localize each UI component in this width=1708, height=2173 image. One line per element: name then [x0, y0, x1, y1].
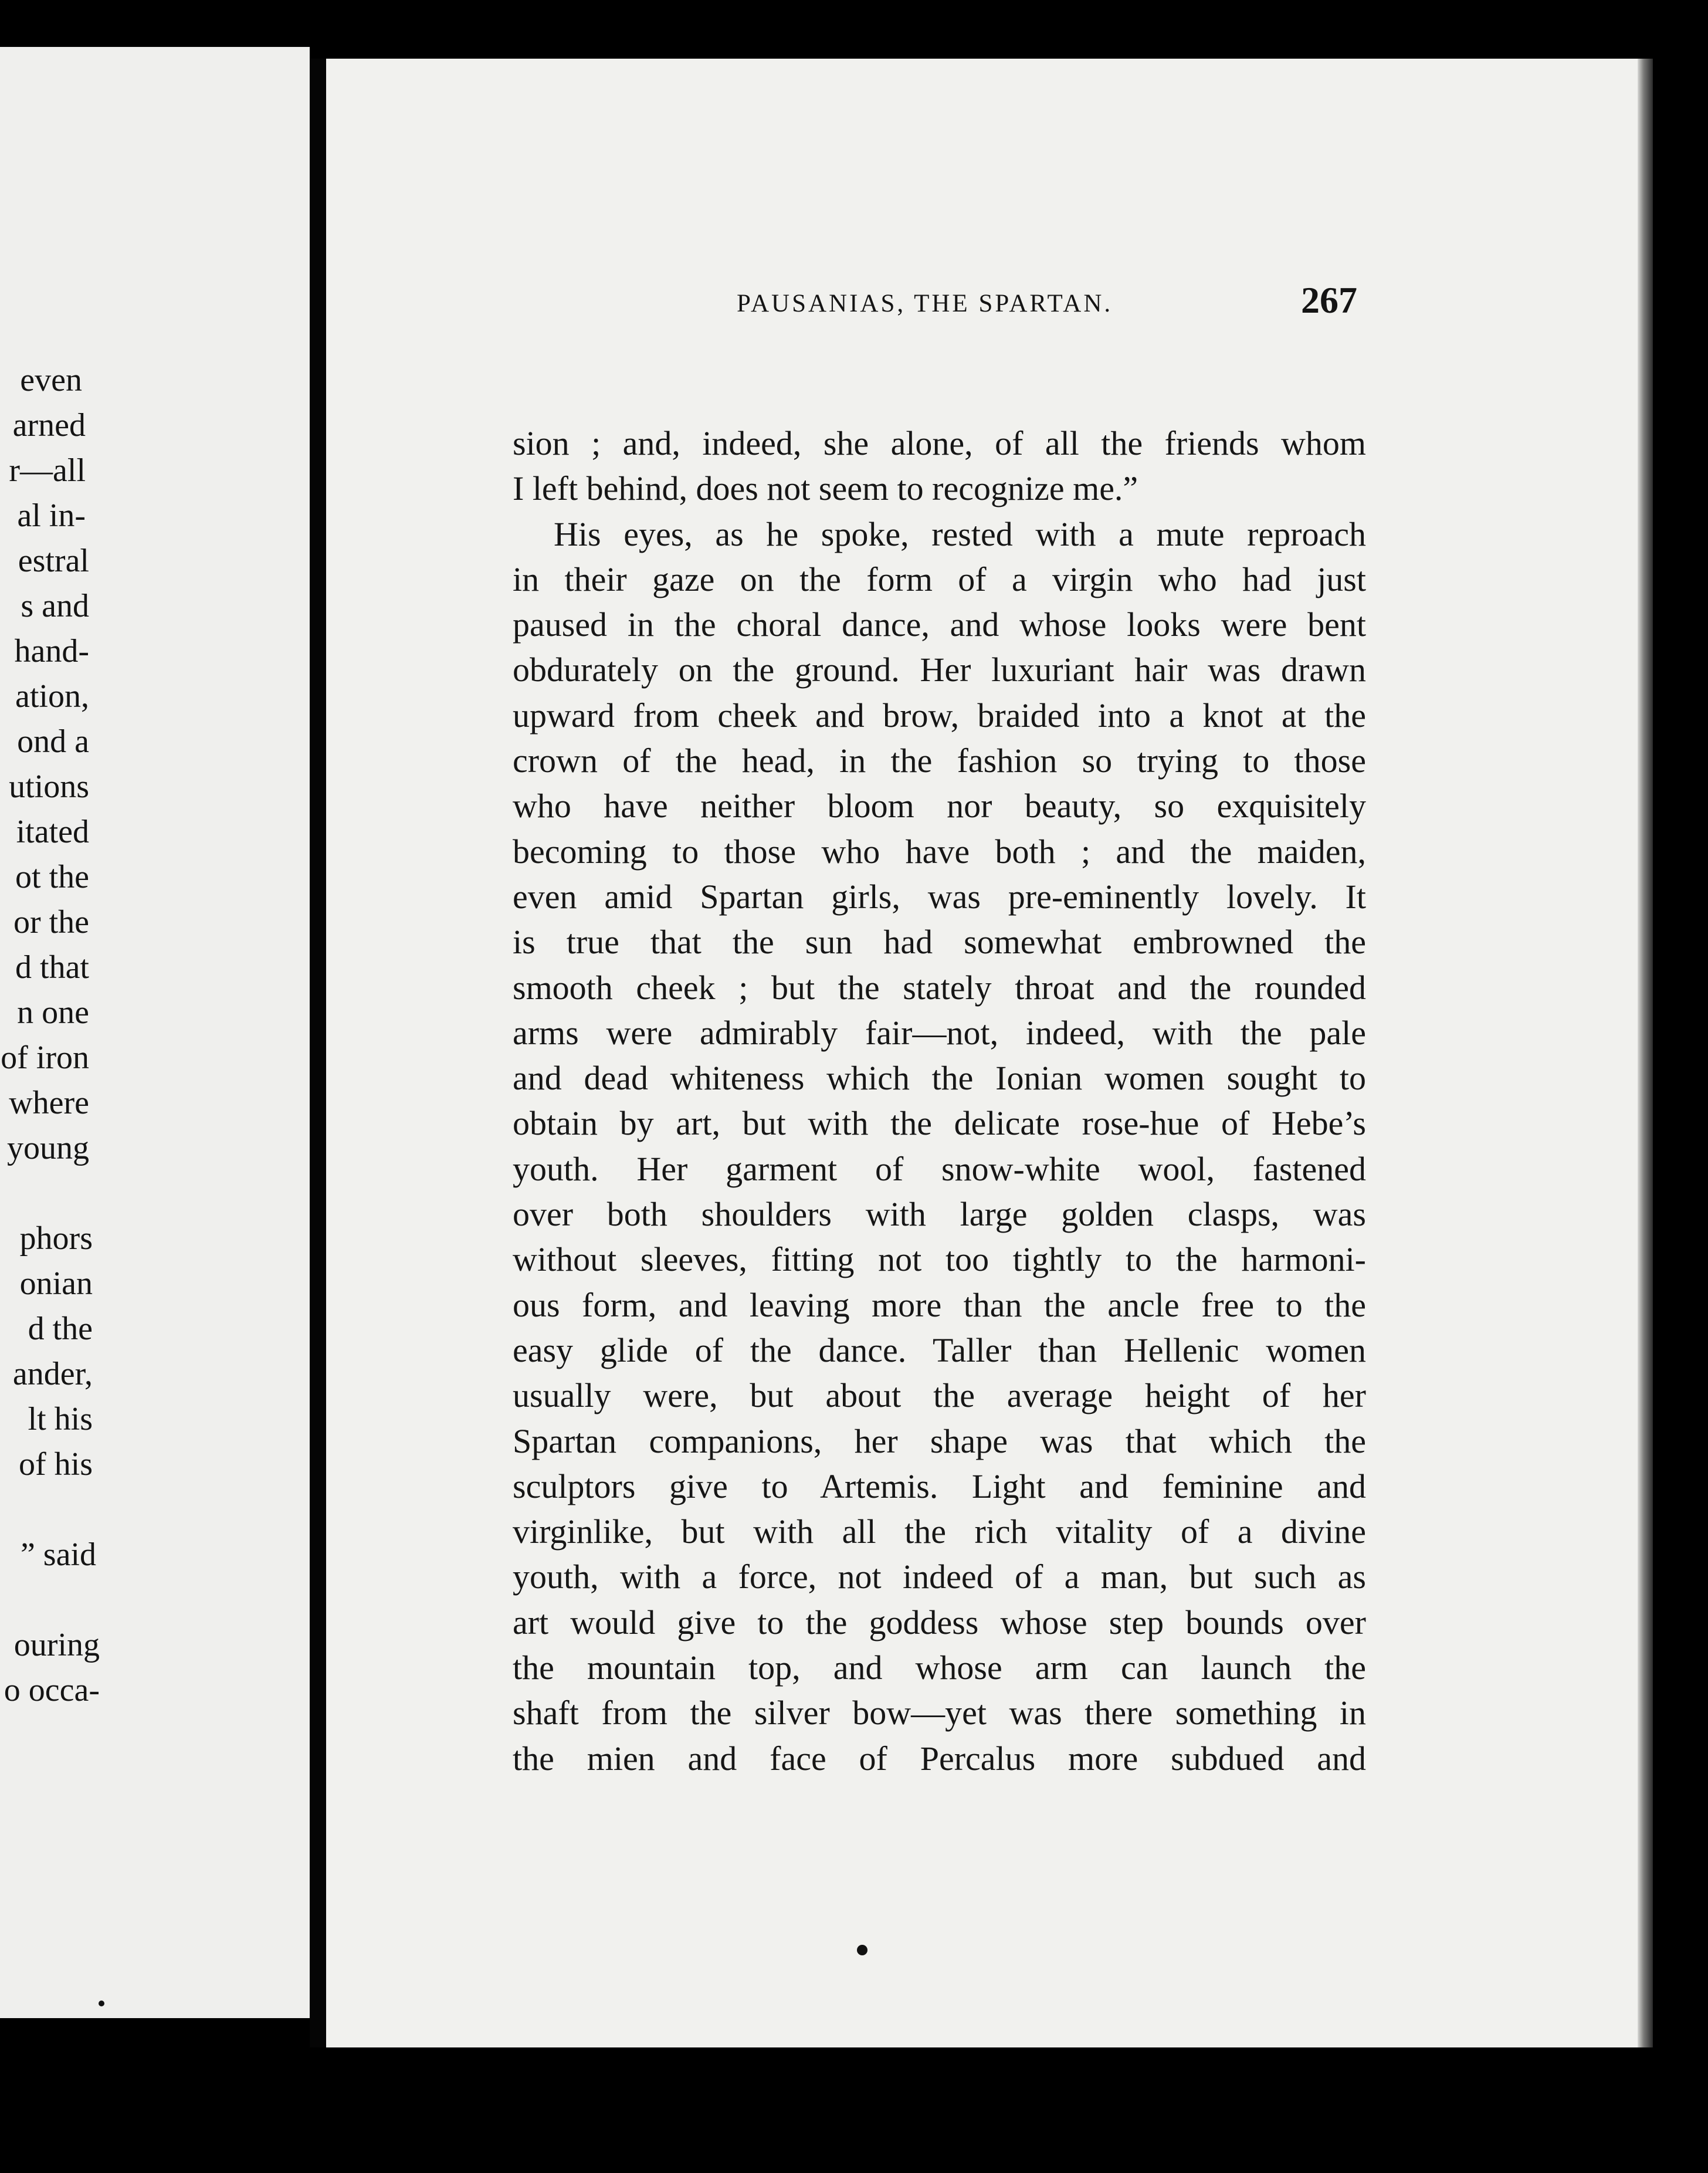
text-line: arms were admirably fair—not, indeed, with the pale [513, 1013, 1366, 1052]
fragment-line: ation, [15, 678, 89, 715]
text-line: Spartan companions, her shape was that which the [513, 1421, 1366, 1460]
fragment-line: ot the [15, 859, 89, 895]
text-line: His eyes, as he spoke, rested with a mute reproach [554, 515, 1366, 553]
text-line: easy glide of the dance. Taller than Hellenic women [513, 1331, 1366, 1369]
fragment-line: s and [21, 588, 89, 624]
fragment-line: itated [16, 814, 89, 850]
text-line: without sleeves, fitting not too tightly to the harmoni- [513, 1240, 1366, 1279]
ink-speck [857, 1945, 867, 1955]
fragment-line: arned [12, 407, 86, 444]
text-line: virginlike, but with all the rich vitality of a divine [513, 1512, 1366, 1551]
page-number: 267 [1301, 279, 1357, 321]
text-line: becoming to those who have both ; and the maiden, [513, 832, 1366, 871]
fragment-line: hand- [14, 633, 89, 669]
fragment-line: d that [15, 949, 89, 986]
fragment-line: utions [9, 769, 89, 805]
text-line: and dead whiteness which the Ionian women sought to [513, 1059, 1366, 1098]
text-line: ous form, and leaving more than the ancle free to the [513, 1285, 1366, 1324]
text-line: shaft from the silver bow—yet was there something in [513, 1694, 1366, 1732]
fragment-line: r—all [9, 452, 86, 489]
fragment-line: of his [19, 1446, 93, 1482]
fragment-line: of iron [1, 1040, 89, 1076]
fragment-line: even [20, 362, 82, 398]
text-line: over both shoulders with large golden clasps, was [513, 1195, 1366, 1234]
text-line: crown of the head, in the fashion so trying to those [513, 742, 1366, 780]
fragment-line: where [9, 1085, 89, 1121]
fragment-line: ander, [12, 1356, 93, 1392]
fragment-line: d the [28, 1311, 93, 1347]
text-line: youth, with a force, not indeed of a man, but such as [513, 1558, 1366, 1596]
text-line: obdurately on the ground. Her luxuriant hair was drawn [513, 651, 1366, 689]
fragment-line: estral [18, 543, 89, 579]
fragment-line: phors [19, 1220, 93, 1257]
text-line: the mountain top, and whose arm can launch the [513, 1649, 1366, 1687]
fragment-line: onian [19, 1265, 93, 1302]
fragment-line: young [7, 1130, 89, 1166]
page-edge [1638, 59, 1653, 2047]
text-line: youth. Her garment of snow-white wool, fastened [513, 1149, 1366, 1188]
fragment-line: ” said [20, 1536, 96, 1573]
body-text [513, 421, 1366, 1781]
text-line: the mien and face of Percalus more subdued and [513, 1739, 1366, 1778]
fragment-line: n one [17, 994, 89, 1031]
text-line: upward from cheek and brow, braided into a knot at the [513, 696, 1366, 735]
text-line: in their gaze on the form of a virgin who had just [513, 560, 1366, 598]
text-line: sculptors give to Artemis. Light and feminine and [513, 1467, 1366, 1505]
text-line: usually were, but about the average height of her [513, 1376, 1366, 1415]
text-line: art would give to the goddess whose step bounds over [513, 1603, 1366, 1641]
fragment-line: o occa- [4, 1672, 100, 1708]
text-line: smooth cheek ; but the stately throat and the rounded [513, 968, 1366, 1007]
text-line: even amid Spartan girls, was pre-eminently lovely. It [513, 877, 1366, 916]
text-line: obtain by art, but with the delicate rose-hue of Hebe’s [513, 1104, 1366, 1143]
fragment-line: al in- [17, 497, 86, 534]
previous-page [0, 47, 310, 2018]
ink-speck [99, 2001, 104, 2006]
text-line: who have neither bloom nor beauty, so exquisitely [513, 787, 1366, 825]
text-line: paused in the choral dance, and whose looks were bent [513, 605, 1366, 644]
running-head-title: PAUSANIAS, THE SPARTAN. [737, 290, 1113, 317]
text-line: is true that the sun had somewhat embrowned the [513, 923, 1366, 962]
fragment-line: lt his [28, 1401, 93, 1437]
running-head [326, 279, 1653, 326]
fragment-line: ond a [17, 723, 89, 760]
fragment-line: or the [13, 904, 89, 940]
book-page [326, 59, 1653, 2047]
fragment-line: ouring [13, 1627, 100, 1663]
text-line: sion ; and, indeed, she alone, of all the friends whom [513, 424, 1366, 462]
book-gutter [310, 59, 326, 2047]
text-line: I left behind, does not seem to recognize me.” [513, 469, 1138, 508]
